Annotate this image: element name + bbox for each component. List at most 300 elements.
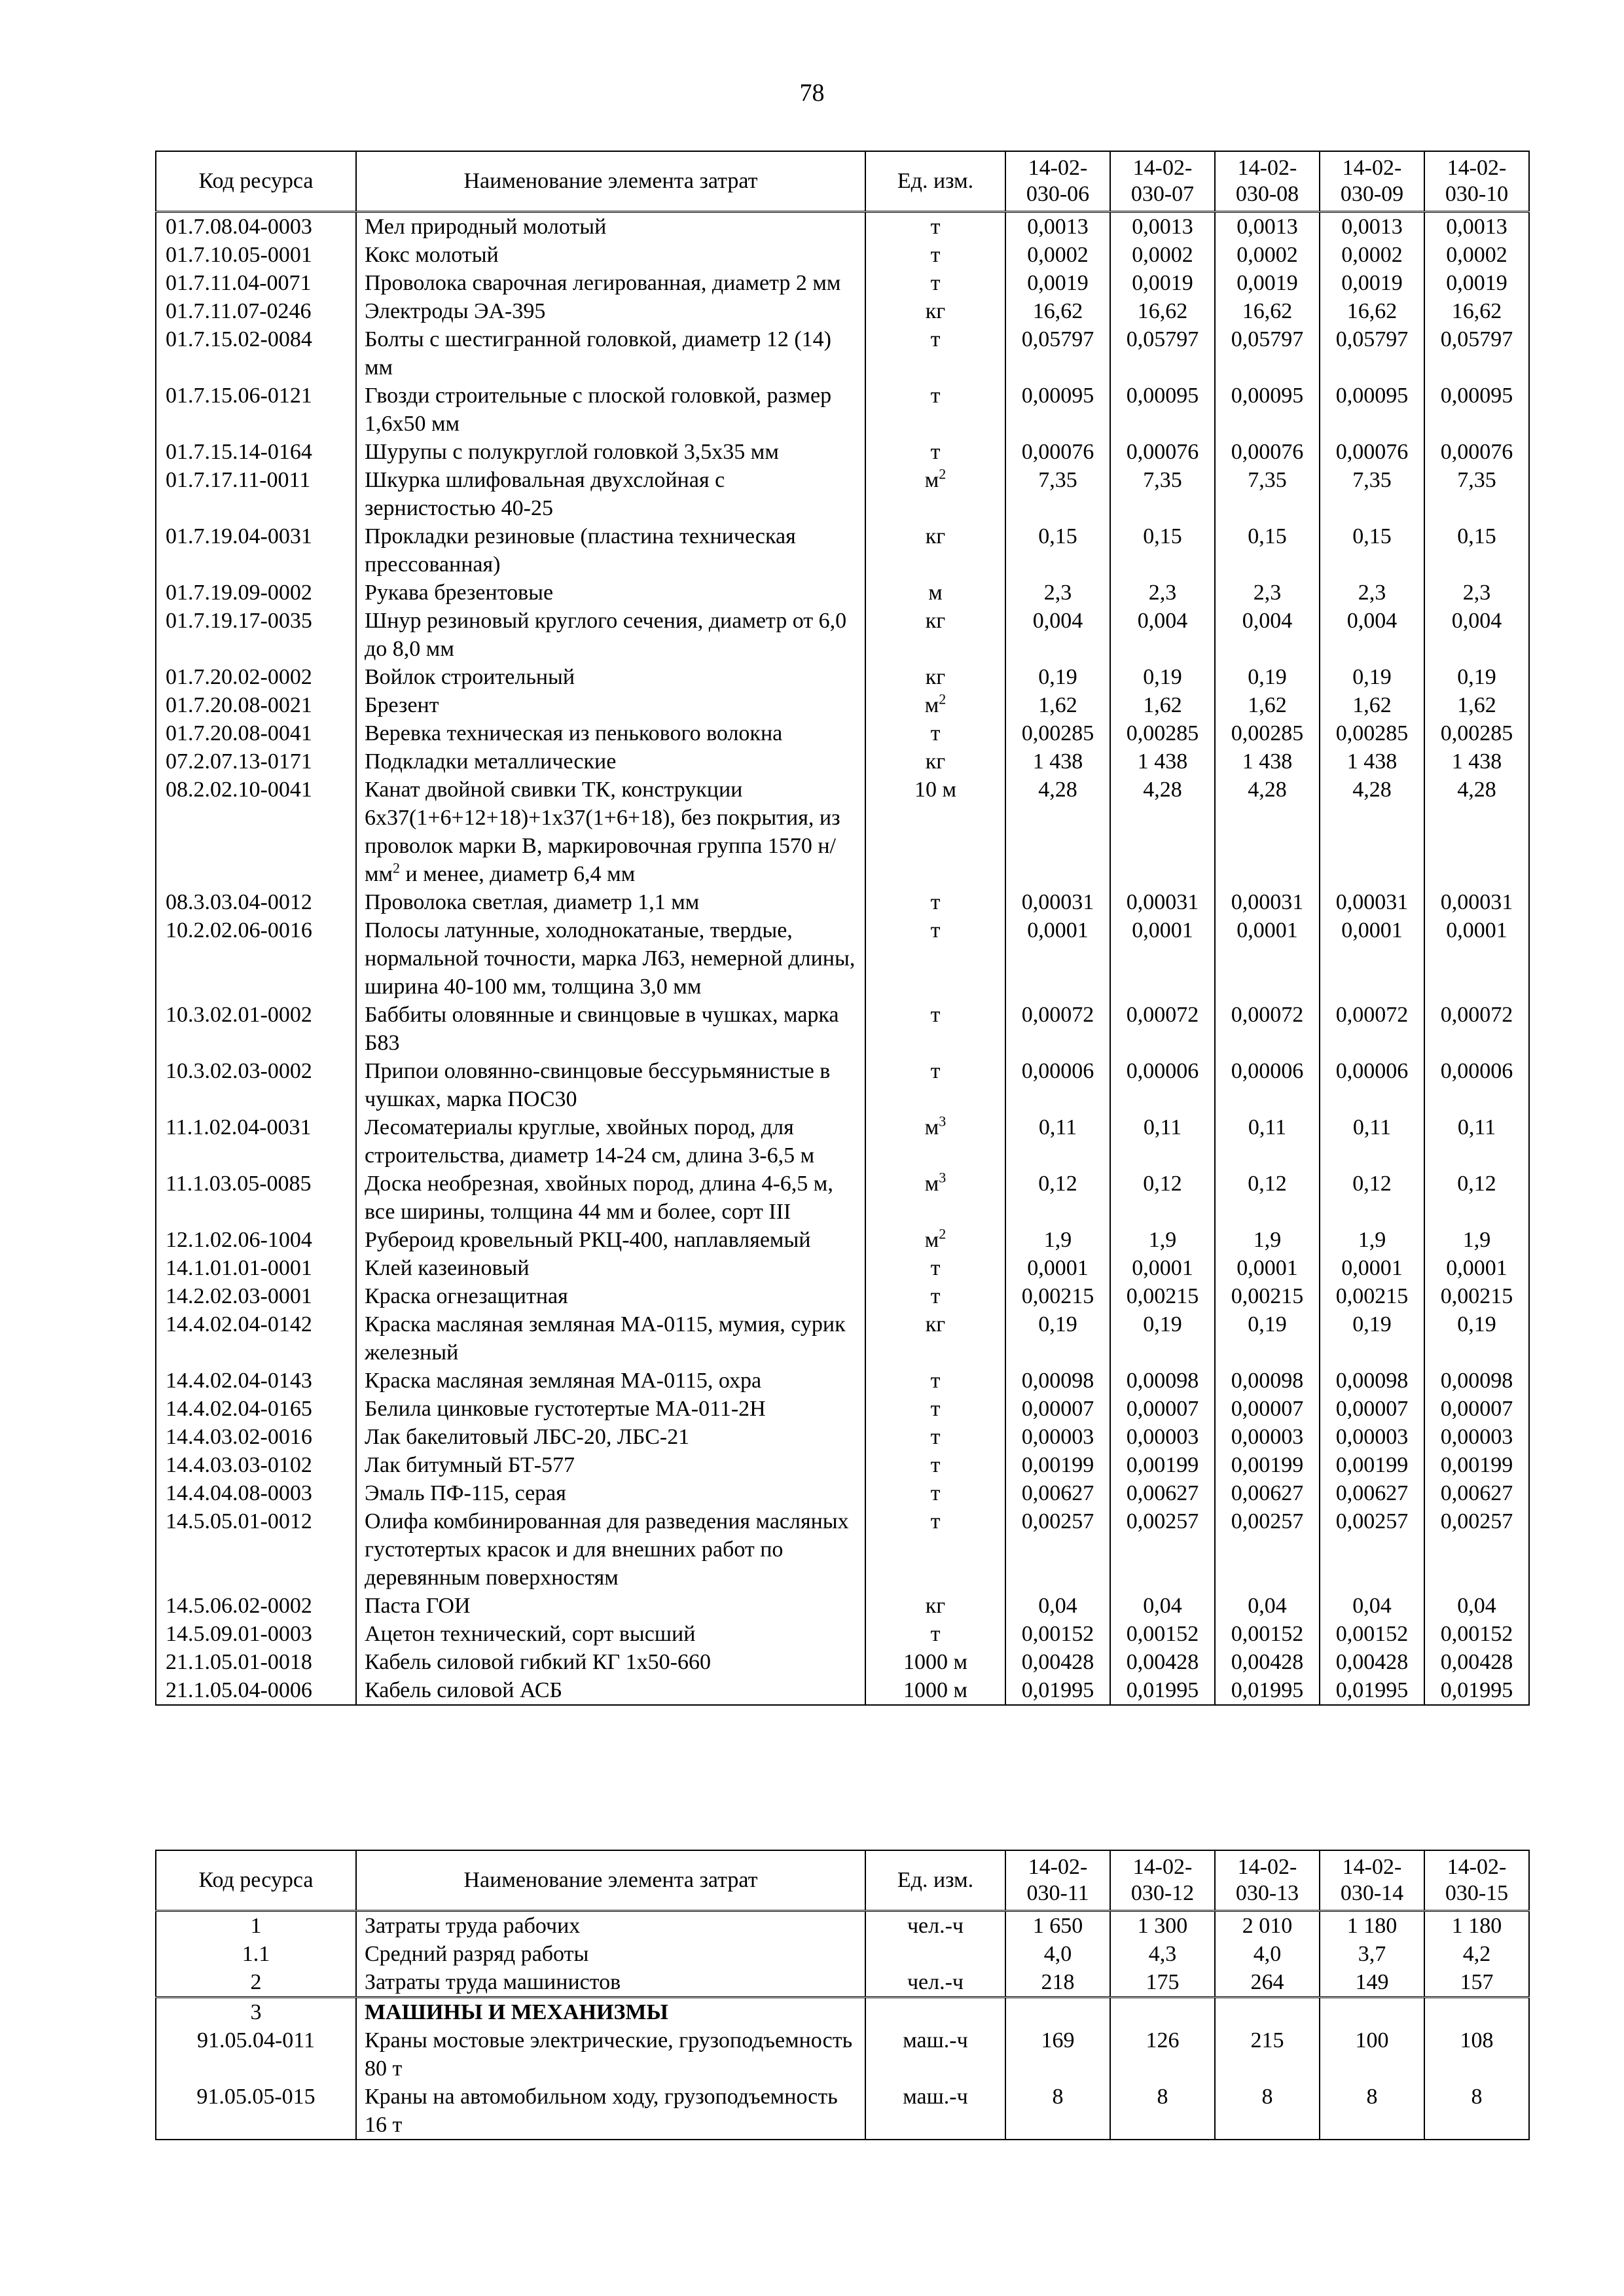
cost-element-name <box>356 269 865 297</box>
norm-value: 0,0001 <box>1005 1254 1110 1282</box>
table-row <box>156 1423 1529 1451</box>
norm-value: 0,15 <box>1215 522 1320 579</box>
norm-value: 0,0001 <box>1215 1254 1320 1282</box>
table-row <box>156 776 1529 888</box>
resource-code: 01.7.11.04-0071 <box>156 269 356 297</box>
resource-code: 14.4.02.04-0142 <box>156 1310 356 1367</box>
norm-value: 0,00006 <box>1215 1057 1320 1113</box>
norm-value: 0,11 <box>1005 1113 1110 1170</box>
norm-value: 0,01995 <box>1005 1676 1110 1705</box>
norm-value: 0,00215 <box>1005 1282 1110 1310</box>
norm-value <box>1005 1997 1110 2026</box>
unit-of-measure <box>865 916 1005 1001</box>
unit-text: т <box>930 1058 941 1083</box>
name-text: Лак бакелитовый ЛБС-20, ЛБС-21 <box>365 1424 690 1449</box>
norm-value: 7,35 <box>1424 466 1529 522</box>
norm-value: 0,00199 <box>1424 1451 1529 1479</box>
unit-text: маш.-ч <box>903 2028 968 2053</box>
unit-text: т <box>930 1452 941 1477</box>
page-number: 78 <box>799 79 825 107</box>
norm-value: 126 <box>1110 2026 1215 2083</box>
norm-value: 0,00003 <box>1215 1423 1320 1451</box>
norm-value: 0,12 <box>1320 1170 1424 1226</box>
norm-value: 0,0001 <box>1005 916 1110 1001</box>
resource-code: 01.7.19.04-0031 <box>156 522 356 579</box>
unit-text: кг <box>925 749 946 774</box>
header-unit: Ед. изм. <box>865 1850 1005 1910</box>
unit-of-measure <box>865 579 1005 607</box>
norm-value: 1,62 <box>1005 691 1110 719</box>
norm-value: 1,9 <box>1320 1226 1424 1254</box>
norm-value: 0,004 <box>1424 607 1529 663</box>
norm-value: 0,0019 <box>1005 269 1110 297</box>
norm-value: 0,01995 <box>1424 1676 1529 1705</box>
unit-of-measure <box>865 2083 1005 2140</box>
norm-value: 0,00095 <box>1215 382 1320 438</box>
norm-value: 0,19 <box>1110 663 1215 691</box>
unit-superscript: 3 <box>939 1169 947 1186</box>
header-norm-code: 14-02-030-15 <box>1424 1850 1529 1910</box>
name-text-tail: и менее, диаметр 6,4 мм <box>400 861 636 886</box>
table-row <box>156 1254 1529 1282</box>
norm-value: 0,00285 <box>1005 719 1110 747</box>
name-text: Брезент <box>365 692 439 717</box>
norm-value: 0,0001 <box>1320 916 1424 1001</box>
norm-value: 1,9 <box>1005 1226 1110 1254</box>
norm-value: 8 <box>1320 2083 1424 2140</box>
norm-value: 2,3 <box>1320 579 1424 607</box>
cost-element-name <box>356 1170 865 1226</box>
unit-text: 1000 м <box>903 1677 967 1702</box>
name-text: Мел природный молотый <box>365 214 607 239</box>
norm-value: 0,0001 <box>1424 1254 1529 1282</box>
resource-code: 01.7.11.07-0246 <box>156 297 356 325</box>
cost-element-name <box>356 382 865 438</box>
resource-code: 14.4.03.02-0016 <box>156 1423 356 1451</box>
norm-value: 0,00072 <box>1110 1001 1215 1057</box>
norm-value: 0,00095 <box>1424 382 1529 438</box>
norm-value: 4,3 <box>1110 1940 1215 1968</box>
norm-value: 0,0019 <box>1215 269 1320 297</box>
unit-of-measure <box>865 663 1005 691</box>
table-row <box>156 1367 1529 1395</box>
norm-value <box>1424 1997 1529 2026</box>
table-row <box>156 1282 1529 1310</box>
unit-text: м <box>924 467 939 492</box>
norm-value: 0,0019 <box>1320 269 1424 297</box>
norm-value: 0,00007 <box>1215 1395 1320 1423</box>
norm-value: 16,62 <box>1424 297 1529 325</box>
norm-value: 0,00627 <box>1424 1479 1529 1507</box>
norm-value <box>1110 1997 1215 2026</box>
norm-value: 1 438 <box>1424 747 1529 776</box>
norm-value: 0,04 <box>1215 1592 1320 1620</box>
unit-text: т <box>930 1002 941 1027</box>
norm-value: 0,19 <box>1005 663 1110 691</box>
cost-element-name <box>356 1968 865 1998</box>
unit-of-measure <box>865 1592 1005 1620</box>
unit-of-measure <box>865 607 1005 663</box>
cost-element-name <box>356 1676 865 1705</box>
table-row <box>156 747 1529 776</box>
norm-value: 157 <box>1424 1968 1529 1998</box>
header-norm-code: 14-02-030-06 <box>1005 151 1110 211</box>
cost-element-name <box>356 1620 865 1648</box>
unit-of-measure <box>865 747 1005 776</box>
table-row <box>156 1968 1529 1998</box>
norm-value: 0,00627 <box>1110 1479 1215 1507</box>
norm-value: 0,004 <box>1005 607 1110 663</box>
norm-value: 1 438 <box>1215 747 1320 776</box>
name-text: Шурупы с полукруглой головкой 3,5х35 мм <box>365 439 779 464</box>
unit-of-measure <box>865 438 1005 466</box>
name-text: Лак битумный БТ-577 <box>365 1452 575 1477</box>
name-text: Баббиты оловянные и свинцовые в чушках, марка Б83 <box>365 1002 839 1055</box>
cost-element-name <box>356 1310 865 1367</box>
norm-value: 7,35 <box>1215 466 1320 522</box>
unit-of-measure <box>865 1367 1005 1395</box>
unit-of-measure <box>865 297 1005 325</box>
norm-value: 0,0002 <box>1215 241 1320 269</box>
norm-value: 8 <box>1005 2083 1110 2140</box>
norm-value: 0,01995 <box>1215 1676 1320 1705</box>
resource-code: 11.1.02.04-0031 <box>156 1113 356 1170</box>
unit-text: м <box>924 1171 939 1196</box>
table-row <box>156 691 1529 719</box>
norm-value: 16,62 <box>1005 297 1110 325</box>
norm-value: 0,05797 <box>1005 325 1110 382</box>
norm-value: 0,00285 <box>1215 719 1320 747</box>
norm-value: 0,0001 <box>1215 916 1320 1001</box>
norm-value: 0,05797 <box>1110 325 1215 382</box>
cost-element-name <box>356 325 865 382</box>
cost-element-name <box>356 1423 865 1451</box>
norm-value: 0,0001 <box>1110 916 1215 1001</box>
norm-value: 0,00031 <box>1320 888 1424 916</box>
cost-element-name <box>356 1479 865 1507</box>
cost-element-name <box>356 1940 865 1968</box>
unit-superscript: 3 <box>939 1113 947 1130</box>
name-text: Рукава брезентовые <box>365 580 554 605</box>
norm-value: 2,3 <box>1005 579 1110 607</box>
resource-code: 01.7.15.14-0164 <box>156 438 356 466</box>
table-row <box>156 1057 1529 1113</box>
norm-value: 1 300 <box>1110 1910 1215 1940</box>
table-row <box>156 2026 1529 2083</box>
norm-value: 0,00199 <box>1110 1451 1215 1479</box>
unit-superscript: 2 <box>939 691 947 708</box>
resource-code: 01.7.20.08-0021 <box>156 691 356 719</box>
cost-element-name <box>356 1395 865 1423</box>
name-text: Припои оловянно-свинцовые бессурьмянистые в чушках, марка ПОС30 <box>365 1058 831 1111</box>
norm-value: 175 <box>1110 1968 1215 1998</box>
unit-of-measure <box>865 241 1005 269</box>
norm-value: 1 438 <box>1005 747 1110 776</box>
cost-element-name <box>356 1282 865 1310</box>
cost-element-name <box>356 241 865 269</box>
cost-element-name <box>356 1997 865 2026</box>
table-row <box>156 325 1529 382</box>
resource-code: 14.4.02.04-0143 <box>156 1367 356 1395</box>
norm-value: 0,00006 <box>1320 1057 1424 1113</box>
resource-code: 2 <box>156 1968 356 1998</box>
unit-text: чел.-ч <box>907 1913 964 1938</box>
norm-value: 1 438 <box>1110 747 1215 776</box>
resource-code: 10.2.02.06-0016 <box>156 916 356 1001</box>
unit-text: т <box>930 327 941 351</box>
cost-element-name <box>356 1592 865 1620</box>
norm-value: 0,00428 <box>1215 1648 1320 1676</box>
norm-value: 0,19 <box>1005 1310 1110 1367</box>
norm-value: 0,00095 <box>1320 382 1424 438</box>
resource-code: 14.4.02.04-0165 <box>156 1395 356 1423</box>
norm-value: 7,35 <box>1005 466 1110 522</box>
table-row <box>156 1507 1529 1592</box>
norm-value: 0,00152 <box>1005 1620 1110 1648</box>
name-text: МАШИНЫ И МЕХАНИЗМЫ <box>365 2000 668 2024</box>
norm-value: 4,28 <box>1110 776 1215 888</box>
unit-of-measure <box>865 1423 1005 1451</box>
norm-value: 0,00098 <box>1320 1367 1424 1395</box>
norm-value: 0,00076 <box>1215 438 1320 466</box>
unit-text: м <box>924 1115 939 1139</box>
norm-value: 0,00003 <box>1424 1423 1529 1451</box>
cost-element-name <box>356 719 865 747</box>
norm-value: 0,04 <box>1320 1592 1424 1620</box>
table-row <box>156 579 1529 607</box>
name-text: Белила цинковые густотертые МА-011-2Н <box>365 1396 766 1421</box>
unit-text: кг <box>925 1593 946 1618</box>
unit-text: кг <box>925 664 946 689</box>
cost-element-name <box>356 916 865 1001</box>
unit-of-measure <box>865 1620 1005 1648</box>
norm-value: 0,0002 <box>1110 241 1215 269</box>
unit-of-measure <box>865 1395 1005 1423</box>
cost-element-name <box>356 776 865 888</box>
norm-value: 16,62 <box>1320 297 1424 325</box>
norm-value: 0,00006 <box>1424 1057 1529 1113</box>
norm-value: 0,0002 <box>1005 241 1110 269</box>
cost-element-name <box>356 1254 865 1282</box>
norm-value: 0,05797 <box>1424 325 1529 382</box>
unit-of-measure <box>865 1170 1005 1226</box>
name-text: Кабель силовой гибкий КГ 1х50-660 <box>365 1649 712 1674</box>
unit-of-measure <box>865 1997 1005 2026</box>
name-text: Гвозди строительные с плоской головкой, размер 1,6х50 мм <box>365 383 832 436</box>
name-text: Краска масляная земляная МА-0115, мумия, сурик железный <box>365 1312 846 1365</box>
cost-element-name <box>356 2026 865 2083</box>
norm-value: 0,0013 <box>1215 211 1320 241</box>
name-text: Шнур резиновый круглого сечения, диаметр от 6,0 до 8,0 мм <box>365 608 847 661</box>
norm-value: 0,00031 <box>1005 888 1110 916</box>
norm-value: 169 <box>1005 2026 1110 2083</box>
resource-code: 14.1.01.01-0001 <box>156 1254 356 1282</box>
norm-value: 1,62 <box>1110 691 1215 719</box>
norm-value: 4,28 <box>1005 776 1110 888</box>
norm-value: 0,04 <box>1005 1592 1110 1620</box>
norm-value: 0,19 <box>1110 1310 1215 1367</box>
table-row <box>156 663 1529 691</box>
name-text: Кабель силовой АСБ <box>365 1677 563 1702</box>
norm-value: 1,9 <box>1215 1226 1320 1254</box>
unit-of-measure <box>865 1648 1005 1676</box>
table-row <box>156 888 1529 916</box>
norm-value: 0,00285 <box>1320 719 1424 747</box>
norm-value: 0,00215 <box>1110 1282 1215 1310</box>
unit-text: т <box>930 1255 941 1280</box>
norm-value: 1 438 <box>1320 747 1424 776</box>
cost-element-name <box>356 1001 865 1057</box>
unit-of-measure <box>865 269 1005 297</box>
norm-value: 0,04 <box>1424 1592 1529 1620</box>
resource-code: 01.7.15.02-0084 <box>156 325 356 382</box>
norm-value: 0,19 <box>1320 1310 1424 1367</box>
norm-value: 0,00199 <box>1215 1451 1320 1479</box>
cost-element-name <box>356 747 865 776</box>
norm-value: 0,00257 <box>1215 1507 1320 1592</box>
norm-value: 0,00007 <box>1110 1395 1215 1423</box>
norm-value: 0,19 <box>1215 1310 1320 1367</box>
cost-element-name <box>356 1910 865 1940</box>
norm-value: 0,00428 <box>1424 1648 1529 1676</box>
norm-value: 4,28 <box>1215 776 1320 888</box>
norm-value: 0,00003 <box>1005 1423 1110 1451</box>
resource-code: 01.7.20.08-0041 <box>156 719 356 747</box>
unit-of-measure <box>865 719 1005 747</box>
unit-text: кг <box>925 298 946 323</box>
norm-value: 0,00076 <box>1005 438 1110 466</box>
norm-value: 0,11 <box>1320 1113 1424 1170</box>
table-row <box>156 241 1529 269</box>
unit-text: т <box>930 214 941 239</box>
norm-value: 0,00152 <box>1320 1620 1424 1648</box>
unit-text: чел.-ч <box>907 1969 964 1994</box>
header-norm-code: 14-02-030-07 <box>1110 151 1215 211</box>
unit-text: м <box>928 580 943 605</box>
norm-value: 0,00095 <box>1110 382 1215 438</box>
norm-value: 0,12 <box>1424 1170 1529 1226</box>
norm-value: 0,0001 <box>1320 1254 1424 1282</box>
unit-of-measure <box>865 1113 1005 1170</box>
header-norm-code: 14-02-030-10 <box>1424 151 1529 211</box>
norm-value: 0,00007 <box>1320 1395 1424 1423</box>
norm-value: 1 650 <box>1005 1910 1110 1940</box>
cost-element-name <box>356 1367 865 1395</box>
unit-of-measure <box>865 1968 1005 1998</box>
table-row <box>156 719 1529 747</box>
header-norm-code: 14-02-030-08 <box>1215 151 1320 211</box>
name-text: Шкурка шлифовальная двухслойная с зернистостью 40-25 <box>365 467 725 520</box>
unit-of-measure <box>865 211 1005 241</box>
resource-code: 21.1.05.01-0018 <box>156 1648 356 1676</box>
norm-value: 0,00152 <box>1110 1620 1215 1648</box>
table-row <box>156 607 1529 663</box>
unit-text: т <box>930 270 941 295</box>
norm-value: 4,28 <box>1424 776 1529 888</box>
norm-value: 4,0 <box>1005 1940 1110 1968</box>
resource-code: 01.7.10.05-0001 <box>156 241 356 269</box>
norm-value: 0,00007 <box>1005 1395 1110 1423</box>
unit-text: т <box>930 1368 941 1393</box>
header-norm-code: 14-02-030-12 <box>1110 1850 1215 1910</box>
norm-value: 0,00031 <box>1110 888 1215 916</box>
resource-code: 01.7.20.02-0002 <box>156 663 356 691</box>
cost-element-name <box>356 1648 865 1676</box>
name-text: Полосы латунные, холоднокатаные, твердые, нормальной точности, марка Л63, немерной длины, ширина 40-100 мм, толщина 3,0 мм <box>365 918 856 999</box>
table-row <box>156 1451 1529 1479</box>
norm-value: 0,00031 <box>1424 888 1529 916</box>
norm-value: 0,12 <box>1215 1170 1320 1226</box>
norm-value: 0,05797 <box>1320 325 1424 382</box>
norm-value: 0,04 <box>1110 1592 1215 1620</box>
cost-element-name <box>356 663 865 691</box>
norm-value: 2,3 <box>1424 579 1529 607</box>
norm-value: 4,28 <box>1320 776 1424 888</box>
table-row <box>156 1310 1529 1367</box>
cost-element-name <box>356 1507 865 1592</box>
norm-value: 1,62 <box>1320 691 1424 719</box>
norm-value: 0,15 <box>1005 522 1110 579</box>
norm-value: 0,00072 <box>1424 1001 1529 1057</box>
table-row <box>156 916 1529 1001</box>
table-row <box>156 1620 1529 1648</box>
norm-value: 0,12 <box>1005 1170 1110 1226</box>
unit-text: т <box>930 918 941 942</box>
norm-value: 0,15 <box>1424 522 1529 579</box>
unit-of-measure <box>865 1254 1005 1282</box>
table-row <box>156 1395 1529 1423</box>
name-text: Краны на автомобильном ходу, грузоподъемность 16 т <box>365 2084 838 2137</box>
unit-text: кг <box>925 608 946 633</box>
norm-value: 0,00627 <box>1005 1479 1110 1507</box>
norm-value: 0,00095 <box>1005 382 1110 438</box>
unit-of-measure <box>865 325 1005 382</box>
norm-value: 0,15 <box>1110 522 1215 579</box>
norm-value: 0,00257 <box>1320 1507 1424 1592</box>
norm-value: 0,00199 <box>1005 1451 1110 1479</box>
norm-value: 149 <box>1320 1968 1424 1998</box>
resource-code: 08.3.03.04-0012 <box>156 888 356 916</box>
norm-value: 0,12 <box>1110 1170 1215 1226</box>
unit-text: т <box>930 1621 941 1646</box>
norm-value: 0,19 <box>1215 663 1320 691</box>
resource-code: 21.1.05.04-0006 <box>156 1676 356 1705</box>
norm-value: 0,15 <box>1320 522 1424 579</box>
header-norm-code: 14-02-030-14 <box>1320 1850 1424 1910</box>
unit-text: т <box>930 1396 941 1421</box>
name-text: Краска огнезащитная <box>365 1283 568 1308</box>
header-cost-element-name: Наименование элемента затрат <box>356 151 865 211</box>
unit-of-measure <box>865 466 1005 522</box>
norm-value: 0,00076 <box>1320 438 1424 466</box>
cost-element-name <box>356 1451 865 1479</box>
norm-value: 0,004 <box>1110 607 1215 663</box>
unit-text: т <box>930 1424 941 1449</box>
table-1-body <box>156 211 1529 1705</box>
norm-value: 8 <box>1110 2083 1215 2140</box>
norm-value: 0,11 <box>1424 1113 1529 1170</box>
norm-value: 0,05797 <box>1215 325 1320 382</box>
table-row <box>156 1479 1529 1507</box>
cost-element-name <box>356 579 865 607</box>
cost-element-name <box>356 1226 865 1254</box>
name-text: Олифа комбинированная для разведения масляных густотертых красок и для внешних работ по деревянным поверхностям <box>365 1509 849 1590</box>
header-resource-code: Код ресурса <box>156 1850 356 1910</box>
table-row <box>156 1676 1529 1705</box>
norm-value: 0,19 <box>1424 663 1529 691</box>
resource-code: 07.2.07.13-0171 <box>156 747 356 776</box>
table-row <box>156 466 1529 522</box>
